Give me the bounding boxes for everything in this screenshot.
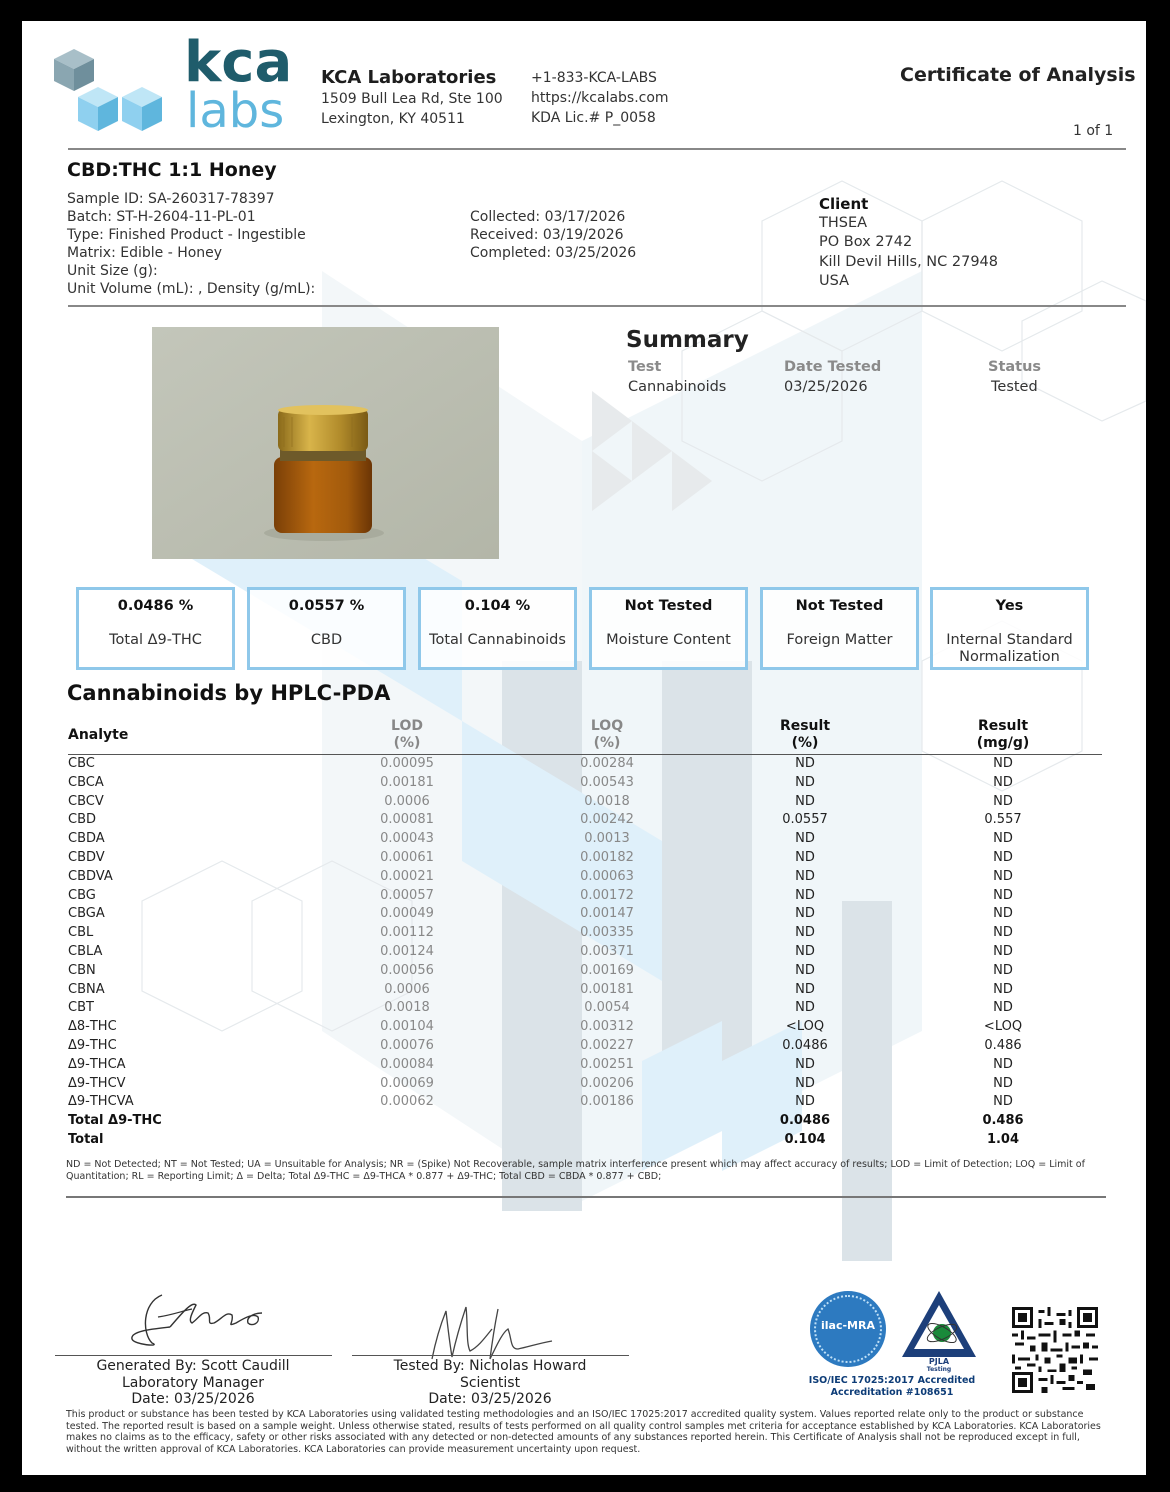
generated-by: Generated By: Scott Caudill (96, 1358, 290, 1374)
header-loq (538, 718, 676, 752)
result-box-normalization (930, 587, 1089, 670)
result-pct-cell: ND (795, 1094, 815, 1110)
tested-by-title: Scientist (459, 1374, 521, 1391)
header-analyte: Analyte (68, 727, 129, 743)
loq-cell: 0.0013 (584, 831, 630, 847)
pjla-text: PJLA (928, 1357, 950, 1366)
box-value: Not Tested (624, 598, 713, 614)
lod-cell: 0.00057 (380, 887, 434, 903)
result-pct-cell: ND (795, 944, 815, 959)
tested-by-date: Date: 03/25/2026 (428, 1391, 552, 1407)
result-mg-cell: 0.557 (984, 812, 1022, 828)
result-pct-cell: ND (795, 1056, 815, 1072)
completed-date: Completed: 03/25/2026 (470, 245, 637, 261)
generated-by-date: Date: 03/25/2026 (131, 1391, 255, 1407)
analyte-cell: Δ9-THCVA (68, 1094, 134, 1110)
received-date: Received: 03/19/2026 (470, 227, 624, 243)
box-label: CBD (310, 632, 343, 648)
batch: Batch: ST-H-2604-11-PL-01 (67, 209, 256, 225)
analyte-cell: Δ9-THCV (68, 1075, 126, 1091)
page-number: 1 of 1 (1073, 123, 1114, 139)
result-mg-cell: ND (993, 850, 1013, 865)
result-mg-cell: ND (993, 962, 1013, 978)
analyte-cell: CBLA (68, 944, 103, 959)
result-pct-cell: ND (795, 868, 815, 884)
header-loq-unit: (%) (593, 735, 621, 751)
loq-cell: 0.0054 (584, 1000, 630, 1016)
lod-cell: 0.00084 (380, 1056, 434, 1072)
analyte-cell: Δ9-THCA (68, 1056, 126, 1072)
logo-text-labs: labs (186, 83, 285, 139)
box-label: Foreign Matter (786, 632, 893, 648)
summary-heading: Summary (626, 327, 749, 353)
result-pct-cell: 0.0486 (779, 1113, 831, 1129)
header-result-unit: (%) (791, 735, 819, 751)
table-row (68, 924, 1102, 943)
document-title: Certificate of Analysis (900, 64, 1136, 86)
table-row (68, 1075, 1102, 1094)
result-box-cbd (247, 587, 406, 670)
header-result-label: Result (779, 718, 831, 734)
table-row (68, 774, 1102, 793)
header-lod-unit: (%) (393, 735, 421, 751)
result-pct-cell: ND (795, 793, 815, 809)
header-lod-label: LOD (391, 718, 423, 734)
loq-cell: 0.00182 (580, 850, 634, 865)
lab-address-2: Lexington, KY 40511 (321, 111, 465, 127)
result-mg-cell: ND (993, 944, 1013, 959)
result-pct-cell: ND (795, 1075, 815, 1091)
result-pct-cell: ND (795, 774, 815, 790)
loq-cell: 0.00181 (580, 981, 634, 997)
footnote-divider (66, 1196, 1106, 1198)
result-box-total-thc (76, 587, 235, 670)
lod-cell: 0.00095 (380, 756, 434, 771)
analyte-cell: CBDV (68, 850, 105, 865)
accreditation-line-2: Accreditation #108651 (830, 1386, 954, 1398)
result-pct-cell: ND (795, 981, 815, 997)
lod-cell: 0.0006 (384, 793, 430, 809)
signature-block-1 (73, 1358, 313, 1408)
table-row (68, 905, 1102, 924)
product-type: Type: Finished Product - Ingestible (67, 227, 306, 243)
result-pct-cell: 0.104 (784, 1132, 826, 1147)
loq-cell: 0.00186 (580, 1094, 634, 1110)
result-pct-cell: ND (795, 887, 815, 903)
table-row (68, 1018, 1102, 1037)
client-heading: Client (819, 195, 869, 213)
result-pct-cell: ND (795, 962, 815, 978)
kca-logo (50, 30, 293, 141)
loq-cell: 0.00543 (580, 774, 634, 790)
loq-cell: 0.00206 (580, 1075, 634, 1091)
analyte-cell: CBNA (68, 981, 105, 997)
ilac-mra-text: ilac-MRA (821, 1319, 875, 1332)
result-mg-cell: 0.486 (984, 1038, 1022, 1053)
table-total-row (68, 1112, 1102, 1131)
lab-phone: +1-833-KCA-LABS (531, 70, 657, 86)
unit-size: Unit Size (g): (67, 263, 158, 279)
sample-dates (470, 208, 636, 262)
pjla-label (898, 1357, 980, 1373)
result-mg-cell: ND (993, 774, 1013, 790)
lod-cell: 0.00112 (380, 925, 434, 941)
lab-website[interactable]: https://kcalabs.com (531, 90, 669, 106)
table-row (68, 1093, 1102, 1112)
result-mg-cell: <LOQ (983, 1019, 1023, 1035)
lod-cell: 0.00069 (380, 1075, 434, 1091)
signature-scott-caudill (122, 1283, 272, 1353)
result-pct-cell: 0.0486 (782, 1038, 828, 1053)
header-divider (68, 148, 1126, 150)
tested-by: Tested By: Nicholas Howard (393, 1358, 587, 1374)
header-result-mg-label: Result (977, 718, 1029, 734)
signature-line-1 (55, 1355, 332, 1356)
analyte-cell: CBGA (68, 906, 105, 922)
box-label: Moisture Content (606, 632, 731, 648)
product-name: CBD:THC 1:1 Honey (67, 159, 277, 181)
lod-cell: 0.00076 (380, 1038, 434, 1053)
table-row (68, 830, 1102, 849)
loq-cell: 0.00172 (580, 887, 634, 903)
analyte-cell: CBD (68, 812, 97, 828)
analyte-cell: CBT (68, 1000, 94, 1016)
lod-cell: 0.00081 (380, 812, 434, 828)
lod-cell: 0.00062 (380, 1094, 434, 1110)
result-box-moisture (589, 587, 748, 670)
accreditation-line-1: ISO/IEC 17025:2017 Accredited (808, 1375, 976, 1386)
summary-col-test: Test (628, 359, 662, 375)
lod-cell: 0.00043 (380, 831, 434, 847)
sample-id: Sample ID: SA-260317-78397 (67, 191, 275, 207)
header-result-mg (934, 718, 1072, 752)
analyte-cell: CBN (68, 962, 96, 978)
header-lod (338, 718, 476, 752)
result-mg-cell: ND (993, 868, 1013, 884)
result-mg-cell: ND (993, 887, 1013, 903)
lod-cell: 0.00061 (380, 850, 434, 865)
result-pct-cell: ND (795, 756, 815, 771)
result-mg-cell: ND (993, 981, 1013, 997)
client-country: USA (819, 273, 850, 289)
collected-date: Collected: 03/17/2026 (470, 209, 626, 225)
lod-cell: 0.00181 (380, 774, 434, 790)
client-city: Kill Devil Hills, NC 27948 (819, 254, 999, 270)
result-mg-cell: ND (993, 793, 1013, 809)
analyte-cell: CBCV (68, 793, 104, 809)
product-photo (152, 327, 499, 559)
result-mg-cell: ND (993, 906, 1013, 922)
box-value: 0.104 % (464, 598, 531, 614)
analyte-cell: Δ9-THC (68, 1038, 117, 1053)
loq-cell: 0.00169 (580, 962, 634, 978)
analyte-cell: CBCA (68, 774, 104, 790)
header-loq-label: LOQ (590, 718, 624, 734)
result-mg-cell: ND (993, 1000, 1013, 1016)
result-pct-cell: ND (795, 906, 815, 922)
table-heading: Cannabinoids by HPLC-PDA (67, 681, 391, 705)
lod-cell: 0.00104 (380, 1019, 434, 1035)
box-value: 0.0486 % (117, 598, 194, 614)
header-result-mg-unit: (mg/g) (976, 735, 1030, 751)
client-po-box: PO Box 2742 (819, 234, 913, 250)
table-row (68, 887, 1102, 906)
loq-cell: 0.00063 (580, 868, 634, 884)
signature-block-2 (370, 1358, 610, 1408)
result-mg-cell: ND (993, 1094, 1013, 1110)
unit-volume: Unit Volume (mL): , Density (g/mL): (67, 281, 316, 297)
result-pct-cell: ND (795, 1000, 815, 1016)
table-row (68, 962, 1102, 981)
result-mg-cell: ND (993, 1075, 1013, 1091)
box-label: Total Δ9-THC (109, 632, 202, 648)
analyte-cell: Total Δ9-THC (68, 1113, 162, 1129)
summary-test: Cannabinoids (628, 379, 727, 395)
honey-jar-image (152, 327, 499, 559)
pjla-logo-icon (898, 1287, 980, 1367)
box-label: Internal Standard Normalization (946, 632, 1073, 665)
disclaimer: This product or substance has been tested by KCA Laboratories using validated testing methodologies and an ISO/IEC 17025:2017 accredited quality system. Values reported relate only to the product or substance tested. The reported result is based on a sample weight. Unless otherwise stated, results of tests performed on all quality control samples met criteria for acceptance established by KCA Laboratories. KCA Laboratories makes no claims as to the efficacy, safety or other risks associated with any detected or non-detected amounts of any substances reported herein. This Certificate of Analysis shall not be reproduced except in full, without the written approval of KCA Laboratories. KCA Laboratories can provide measurement uncertainty upon request. (66, 1409, 1101, 1455)
header-result-pct (736, 718, 874, 752)
result-mg-cell: ND (993, 756, 1013, 771)
box-value: Not Tested (795, 598, 884, 614)
pjla-sub-text: Testing (926, 1366, 952, 1373)
loq-cell: 0.00284 (580, 756, 634, 771)
cubes-logo-icon (50, 45, 170, 141)
loq-cell: 0.00335 (580, 925, 634, 941)
box-value: 0.0557 % (288, 598, 365, 614)
loq-cell: 0.00242 (580, 812, 634, 828)
lod-cell: 0.0018 (384, 1000, 430, 1016)
signature-line-2 (352, 1355, 629, 1356)
table-row (68, 1056, 1102, 1075)
table-total-row (68, 1131, 1102, 1150)
summary-col-status: Status (988, 359, 1042, 375)
result-pct-cell: ND (795, 831, 815, 847)
generated-by-title: Laboratory Manager (121, 1374, 265, 1391)
result-box-foreign-matter (760, 587, 919, 670)
analyte-cell: Δ8-THC (68, 1019, 117, 1035)
lab-name: KCA Laboratories (321, 67, 497, 88)
summary-col-date: Date Tested (784, 359, 882, 375)
qr-code-icon[interactable] (1012, 1307, 1098, 1393)
loq-cell: 0.00371 (580, 944, 634, 959)
result-pct-cell: <LOQ (785, 1019, 825, 1035)
sample-info (67, 190, 315, 298)
info-divider (68, 305, 1126, 307)
certificate-page (22, 21, 1146, 1475)
table-row (68, 1037, 1102, 1056)
accreditation-text (808, 1375, 976, 1398)
analyte-cell: CBC (68, 756, 95, 771)
summary-status: Tested (991, 379, 1038, 395)
lod-cell: 0.00124 (380, 944, 434, 959)
analyte-cell: CBL (68, 925, 94, 941)
table-row (68, 849, 1102, 868)
table-row (68, 811, 1102, 830)
lod-cell: 0.00056 (380, 962, 434, 978)
loq-cell: 0.00227 (580, 1038, 634, 1053)
result-pct-cell: ND (795, 925, 815, 941)
ilac-mra-logo-icon (810, 1291, 886, 1367)
result-mg-cell: 1.04 (986, 1132, 1020, 1147)
table-row (68, 793, 1102, 812)
table-row (68, 868, 1102, 887)
result-pct-cell: ND (795, 850, 815, 865)
result-mg-cell: ND (993, 1056, 1013, 1072)
box-label: Total Cannabinoids (429, 632, 566, 648)
loq-cell: 0.00251 (580, 1056, 634, 1072)
lod-cell: 0.00021 (380, 868, 434, 884)
lod-cell: 0.0006 (384, 981, 430, 997)
lab-address-1: 1509 Bull Lea Rd, Ste 100 (321, 91, 503, 107)
result-mg-cell: 0.486 (982, 1113, 1024, 1129)
analyte-cell: CBDA (68, 831, 105, 847)
client-name: THSEA (819, 215, 868, 231)
analyte-cell: CBDVA (68, 868, 113, 884)
summary-date: 03/25/2026 (784, 379, 868, 395)
result-mg-cell: ND (993, 831, 1013, 847)
box-value: Yes (995, 598, 1024, 614)
loq-cell: 0.00147 (580, 906, 634, 922)
result-pct-cell: 0.0557 (782, 812, 828, 828)
table-row (68, 999, 1102, 1018)
result-mg-cell: ND (993, 925, 1013, 941)
analyte-cell: Total (68, 1132, 104, 1147)
lab-license: KDA Lic.# P_0058 (531, 110, 656, 126)
table-row (68, 981, 1102, 1000)
table-row (68, 943, 1102, 962)
matrix: Matrix: Edible - Honey (67, 245, 223, 261)
logo-text-kca: kca (184, 30, 293, 95)
loq-cell: 0.00312 (580, 1019, 634, 1035)
loq-cell: 0.0018 (584, 793, 630, 809)
analyte-cell: CBG (68, 887, 96, 903)
table-row (68, 755, 1102, 774)
table-footnote: ND = Not Detected; NT = Not Tested; UA = Unsuitable for Analysis; NR = (Spike) Not Recoverable, sample matrix interference present which may affect accuracy of results; LOD = Limit of Detection; LOQ = Limit of Quantitation; RL = Reporting Limit; Δ = Delta; Total Δ9-THC = Δ9-THCA * 0.877 + Δ9-THC; Total CBD = CBDA * 0.877 + CBD; (66, 1159, 1085, 1182)
result-box-total-cannabinoids (418, 587, 577, 670)
lod-cell: 0.00049 (380, 906, 434, 922)
